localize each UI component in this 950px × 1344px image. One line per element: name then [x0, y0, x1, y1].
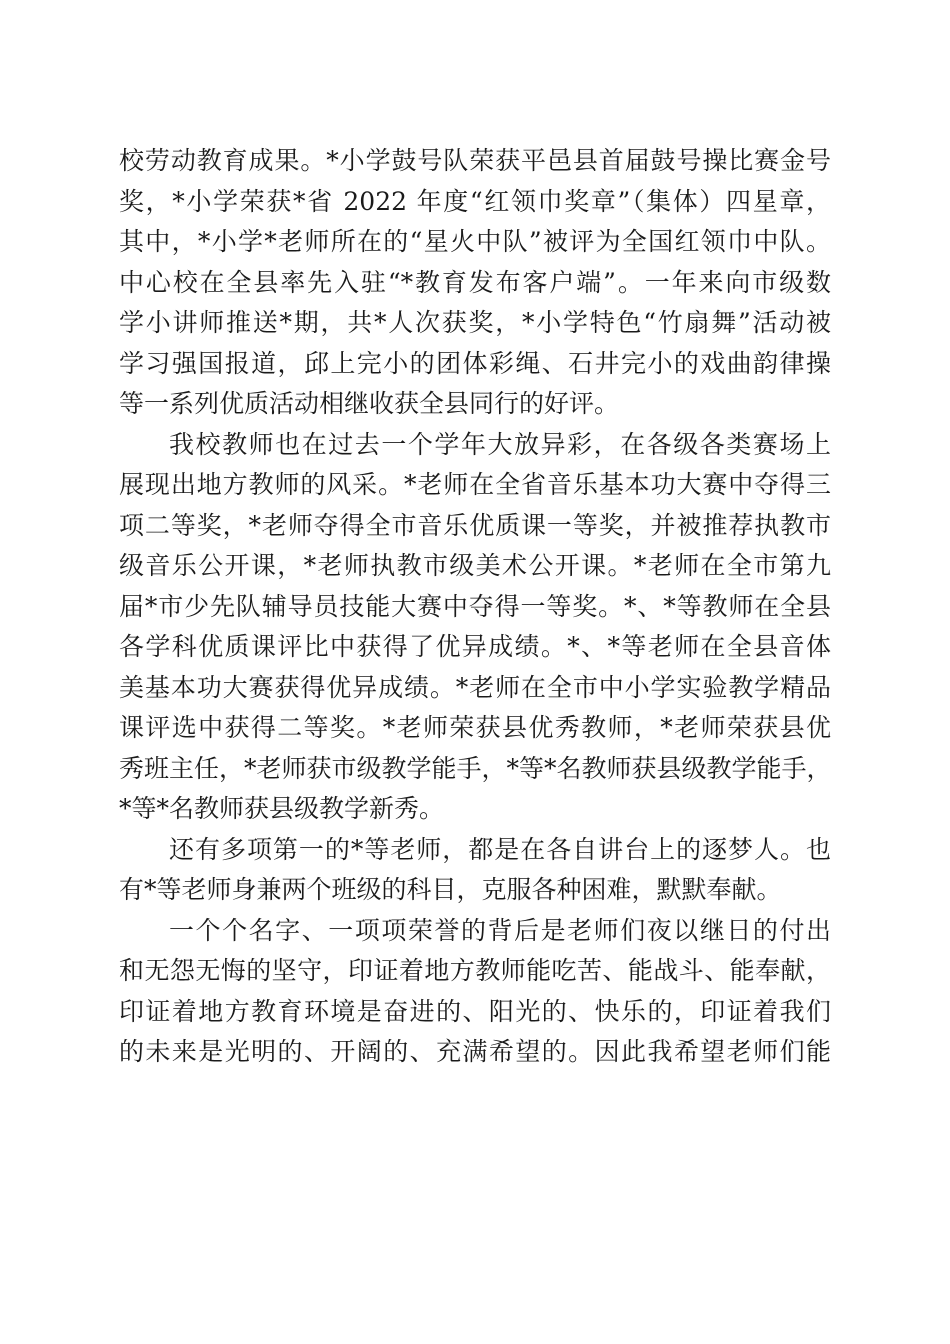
paragraph-3 [119, 830, 831, 911]
text-line: 和无怨无悔的坚守，印证着地方教师能吃苦、能战斗、能奉献， [119, 956, 831, 985]
text-line: 的未来是光明的、开阔的、充满希望的。因此我希望老师们能 [119, 1037, 831, 1066]
text-line: 级音乐公开课，*老师执教市级美术公开课。*老师在全市第九 [119, 551, 831, 580]
paragraph-1 [119, 141, 831, 425]
paragraph-2 [119, 425, 831, 830]
paragraph-4 [119, 911, 831, 1073]
text-line: 届*市少先队辅导员技能大赛中夺得一等奖。*、*等教师在全县 [119, 591, 831, 621]
text-line: 我校教师也在过去一个学年大放异彩，在各级各类赛场上 [169, 429, 831, 459]
text-line: 校劳动教育成果。*小学鼓号队荣获平邑县首届鼓号操比赛金号 [119, 146, 831, 175]
text-line: 秀班主任，*老师获市级教学能手，*等*名教师获县级教学能手， [119, 753, 832, 783]
text-line: 有*等老师身兼两个班级的科目，克服各种困难，默默奉献。 [119, 875, 782, 904]
text-line: 一个个名字、一项项荣誉的背后是老师们夜以继日的付出 [169, 915, 831, 945]
text-line: 美基本功大赛获得优异成绩。*老师在全市中小学实验教学精品 [119, 672, 831, 702]
text-line: 印证着地方教育环境是奋进的、阳光的、快乐的，印证着我们 [119, 996, 831, 1026]
text-line: 其中，*小学*老师所在的“星火中队”被评为全国红领巾中队。 [119, 227, 831, 256]
text-line: 学小讲师推送*期，共*人次获奖，*小学特色“竹扇舞”活动被 [119, 308, 831, 337]
text-line: 中心校在全县率先入驻“*教育发布客户端”。一年来向市级数 [119, 267, 831, 297]
text-line: 展现出地方教师的风采。*老师在全省音乐基本功大赛中夺得三 [119, 470, 831, 499]
text-line: 项二等奖，*老师夺得全市音乐优质课一等奖，并被推荐执教市 [119, 510, 831, 540]
text-line: 奖，*小学荣获*省 2022 年度“红领巾奖章”（集体）四星章， [119, 186, 831, 216]
text-line: *等*名教师获县级教学新秀。 [119, 794, 445, 823]
text-line: 等一系列优质活动相继收获全县同行的好评。 [119, 389, 620, 418]
text-line: 课评选中获得二等奖。*老师荣获县优秀教师，*老师荣获县优 [119, 713, 831, 742]
text-line: 学习强国报道，邱上完小的团体彩绳、石井完小的戏曲韵律操 [119, 348, 831, 378]
text-line: 还有多项第一的*等老师，都是在各自讲台上的逐梦人。也 [169, 834, 831, 864]
body-text [119, 141, 831, 1073]
text-line: 各学科优质课评比中获得了优异成绩。*、*等老师在全县音体 [119, 632, 831, 661]
